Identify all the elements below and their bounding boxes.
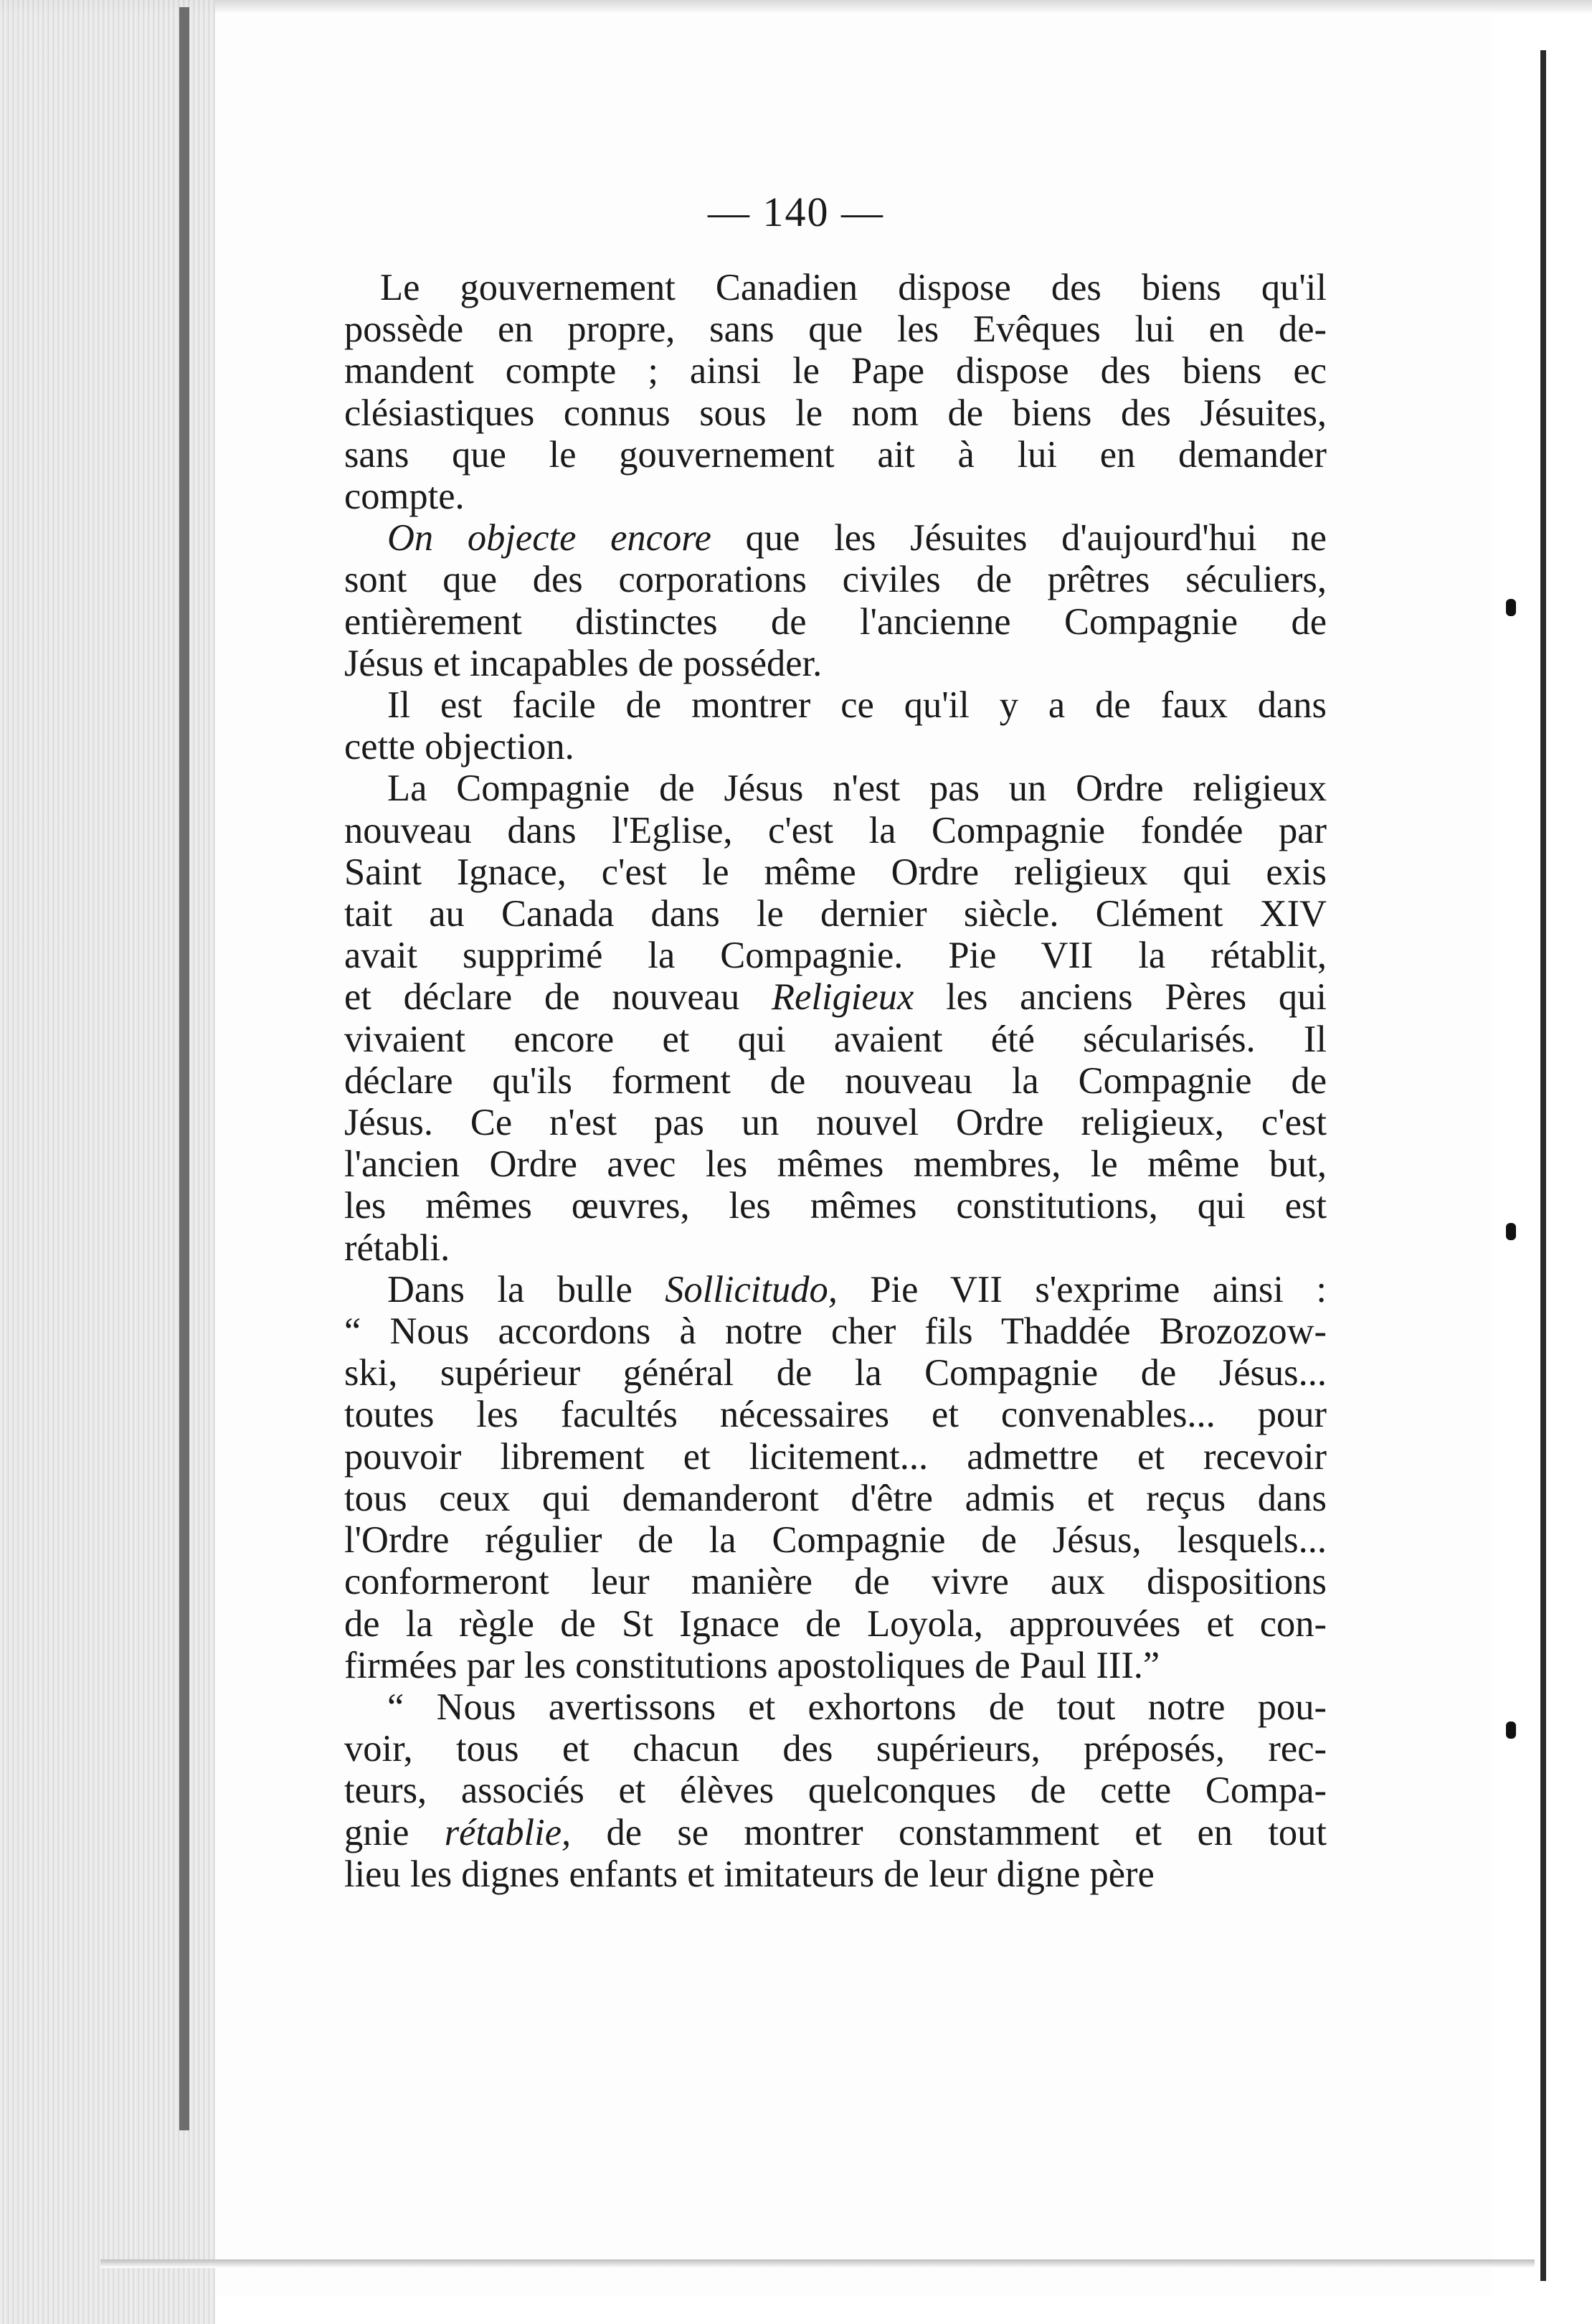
paragraph: [344, 517, 1327, 684]
text-line: l'Ordre régulier de la Compagnie de Jésus, lesquels...: [344, 1519, 1327, 1562]
text-line: teurs, associés et élèves quelconques de cette Compa-: [344, 1770, 1327, 1812]
text-line: déclare qu'ils forment de nouveau la Compagnie de: [344, 1059, 1327, 1102]
text-line: entièrement distinctes de l'ancienne Compagnie de: [344, 600, 1327, 643]
text-line: mandent compte ; ainsi le Pape dispose des biens ec: [344, 350, 1327, 392]
text-line: pouvoir librement et licitement... admettre et recevoir: [344, 1435, 1327, 1478]
text-line: voir, tous et chacun des supérieurs, préposés, rec-: [344, 1728, 1327, 1770]
text-line: cette objection.: [344, 726, 574, 768]
text-line: Il est facile de montrer ce qu'il y a de faux dans: [387, 684, 1327, 727]
text-line: possède en propre, sans que les Evêques lui en de-: [344, 308, 1327, 351]
text-line: l'ancien Ordre avec les mêmes membres, le même but,: [344, 1143, 1327, 1186]
text-line: ski, supérieur général de la Compagnie de Jésus...: [344, 1352, 1327, 1394]
text-line: toutes les facultés nécessaires et convenables... pour: [344, 1394, 1327, 1436]
facing-page-edge: [1540, 50, 1546, 2281]
text-line: Dans la bulle Sollicitudo, Pie VII s'exprime ainsi :: [387, 1268, 1327, 1310]
text-line: sont que des corporations civiles de prêtres séculiers,: [344, 559, 1327, 601]
text-line: conformeront leur manière de vivre aux dispositions: [344, 1561, 1327, 1603]
text-line: et déclare de nouveau Religieux les anciens Pères qui: [344, 976, 1327, 1019]
paragraph: [344, 684, 1327, 767]
scan-top-edge: [0, 0, 1592, 14]
edge-mark: [1506, 599, 1516, 616]
text-line: vivaient encore et qui avaient été sécularisés. Il: [344, 1018, 1327, 1060]
text-line: On objecte encore que les Jésuites d'aujourd'hui ne: [387, 517, 1327, 559]
text-line: firmées par les constitutions apostoliques de Paul III.”: [344, 1644, 1160, 1686]
edge-mark: [1506, 1721, 1516, 1739]
paragraph: [344, 1686, 1327, 1895]
book-binding-shadow: [179, 7, 189, 2130]
paragraph: [344, 267, 1327, 517]
text-line: avait supprimé la Compagnie. Pie VII la rétablit,: [344, 935, 1327, 977]
text-line: gnie rétablie, de se montrer constamment et en tout: [344, 1811, 1327, 1853]
text-line: de la règle de St Ignace de Loyola, approuvées et con-: [344, 1602, 1327, 1645]
text-line: tait au Canada dans le dernier siècle. Clément XIV: [344, 893, 1327, 935]
text-line: “ Nous avertissons et exhortons de tout notre pou-: [387, 1686, 1327, 1728]
text-line: “ Nous accordons à notre cher fils Thaddée Brozozow-: [344, 1310, 1327, 1353]
scan-bottom-edge: [100, 2259, 1535, 2268]
page-number: — 140 —: [708, 189, 884, 235]
text-line: les mêmes œuvres, les mêmes constitutions, qui est: [344, 1185, 1327, 1227]
text-line: La Compagnie de Jésus n'est pas un Ordre religieux: [387, 767, 1327, 810]
text-line: lieu les dignes enfants et imitateurs de leur digne père: [344, 1853, 1155, 1895]
text-line: Jésus et incapables de posséder.: [344, 642, 823, 684]
text-line: compte.: [344, 476, 465, 518]
italic-lead: On objecte encore: [387, 517, 711, 559]
edge-mark: [1506, 1223, 1516, 1240]
text-line: tous ceux qui demanderont d'être admis et reçus dans: [344, 1477, 1327, 1519]
text-line: Le gouvernement Canadien dispose des biens qu'il: [380, 267, 1327, 308]
paragraph: [344, 1269, 1327, 1686]
text-line: clésiastiques connus sous le nom de biens des Jésuites,: [344, 392, 1327, 434]
text-line: sans que le gouvernement ait à lui en demander: [344, 433, 1327, 476]
text-line: nouveau dans l'Eglise, c'est la Compagnie fondée par: [344, 809, 1327, 851]
text-line: Saint Ignace, c'est le même Ordre religieux qui exis: [344, 851, 1327, 893]
paragraph: [344, 767, 1327, 1268]
text-line: Jésus. Ce n'est pas un nouvel Ordre religieux, c'est: [344, 1102, 1327, 1144]
text-line: rétabli.: [344, 1227, 450, 1269]
page-body: [344, 267, 1327, 1895]
